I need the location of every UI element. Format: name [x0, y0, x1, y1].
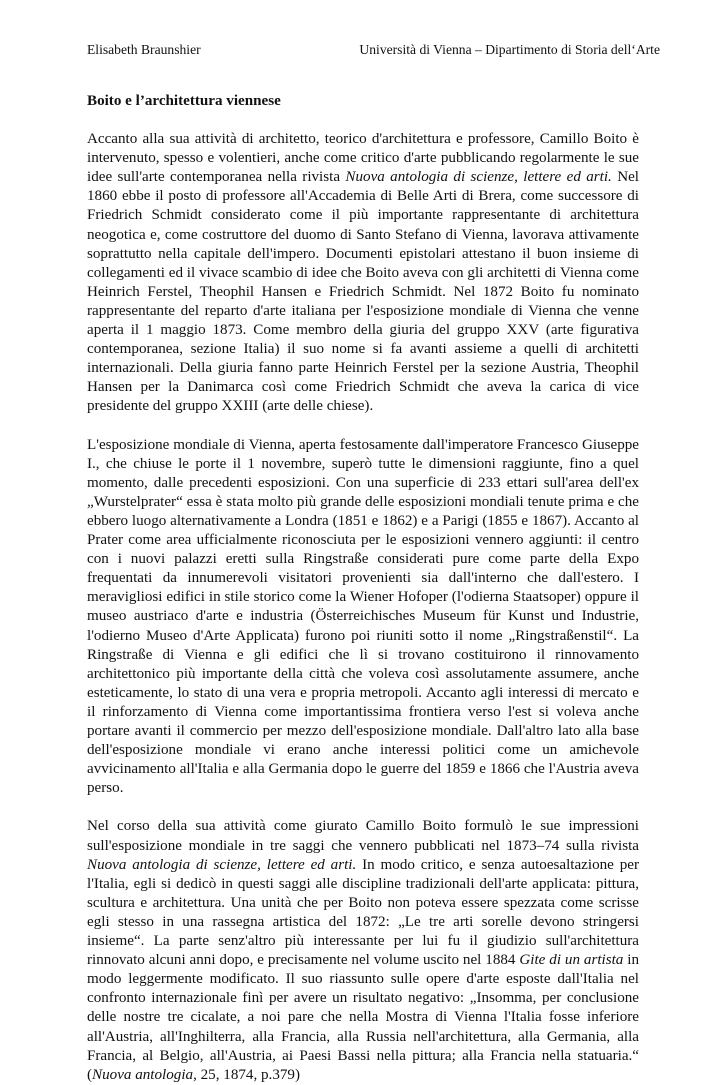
paragraph-1 [87, 130, 639, 416]
text-run: L'esposizione mondiale di Vienna, aperta festosamente dall'imperatore Francesco Giuseppe I., che chiuse le porte il 1 novembre, superò tutte le dimensioni raggiunte, fino a quel momento, dalle precedenti esposizioni. Con una superficie di 233 ettari sull'area dell'ex „Wurstelprater“ essa è stata molto più grande delle esposizioni mondiali tenute prima e che ebbero luogo alternativamente a Londra (1851 e 1862) e a Parigi (1855 e 1867). Accanto al Prater come area ufficialmente riconosciuta per le esposizioni vennero aggiunti: il centro con i nuovi palazzi eretti sulla Ringstraße considerati pure come parte della Expo frequentati da innumerevoli visitatori provenienti sia dall'interno che dall'estero. I meravigliosi edifici in stile storico come la Wiener Hofoper (l'odierna Staatsoper) oppure il museo austriaco d'arte e industria (Österreichisches Museum für Kunst und Industrie, l'odierno Museo d'Arte Applicata) furono poi riuniti sotto il nome „Ringstraßenstil“. La Ringstraße di Vienna e gli edifici che lì si trovano costituirono il rinnovamento architettonico più importante della città che voleva così assolutamente assumere, anche esteticamente, lo stato di una vera e propria metropoli. Accanto agli interessi di mercato e il rinforzamento di Vienna come importantissima frontiera verso l'est si voleva anche portare avanti il commercio per mezzo dell'esposizione mondiale. Dall'altro lato alla base dell'esposizione mondiale vi erano anche interessi politici come un amichevole avvicinamento all'Italia e alla Germania dopo le guerre del 1859 e 1866 che l'Austria aveva perso. [87, 436, 639, 797]
journal-title: Nuova antologia di scienze, lettere ed arti. [87, 856, 357, 873]
text-run: Accanto alla sua attività di architetto, teorico d'architettura e professore, Camillo Boito è intervenuto, spesso e volentieri, anche come critico d'arte pubblicando regolarmente le sue idee sull'arte contemporanea nella rivista [87, 131, 639, 186]
text-run: in modo leggermente modificato. Il suo riassunto sulle opere d'arte esposte dall'Italia nel confronto internazionale finì per avere un risultato negativo: „Insomma, per conclusione delle nostre tre cicalate, a noi pare che nella Mostra di Vienna l'Italia fosse inferiore all'Austria, all'Inghilterra, alla Francia, alla Russia nell'architettura, alla Germania, alla Francia, al Belgio, all'Austria, ai Paesi Bassi nella pittura; alla Francia nella statuaria.“ ( [87, 952, 639, 1083]
text-run: , 25, 1874, p.379) [193, 1066, 300, 1083]
paragraph-3 [87, 817, 639, 1084]
text-run: In modo critico, e senza autoesaltazione per l'Italia, egli si dedicò in questi saggi alle discipline tradizionali dell'arte applicata: pittura, scultura e architettura. Una unità che per Boito non poteva essere spezzata come scrisse egli stesso in una rassegna artistica del 1872: „Le tre arti sorelle devono stringersi insieme“. La parte senz'altro più interessante per lui fu il giudizio sull'architettura rinnovato alcuni anni dopo, e precisamente nel volume uscito nel 1884 [87, 856, 639, 969]
document-title: Boito e l’architettura viennese [87, 93, 281, 109]
journal-title: Nuova antologia [92, 1066, 194, 1083]
paragraph-2 [87, 436, 639, 799]
journal-title: Nuova antologia di scienze, lettere ed arti. [345, 169, 612, 186]
header-institution: Università di Vienna – Dipartimento di Storia dell‘Arte [359, 42, 660, 57]
book-title: Gite di un artista [519, 952, 624, 969]
text-run: Nel 1860 ebbe il posto di professore all'Accademia di Belle Arti di Brera, come successore di Friedrich Schmidt considerato come il più importante rappresentante di architettura neogotica e, come costruttore del duomo di Santo Stefano di Vienna, lavorava attivamente soprattutto nella capitale dell'impero. Documenti epistolari attestano il buon insieme di collegamenti ed il vivace scambio di idee che Boito aveva con gli architetti di Vienna come Heinrich Ferstel, Theophil Hansen e Friedrich Schmidt. Nel 1872 Boito fu nominato rappresentante del reparto d'arte italiana per l'esposizione mondiale di Vienna che venne aperta il 1 maggio 1873. Come membro della giuria del gruppo XXV (arte figurativa contemporanea, sezione Italia) il suo nome si fa avanti assieme a quelli di architetti internazionali. Della giuria fanno parte Heinrich Ferstel per la sezione Austria, Theophil Hansen per la Danimarca così come Friedrich Schmidt che aveva la carica di vice presidente del gruppo XXIII (arte delle chiese). [87, 169, 639, 415]
text-run: Nel corso della sua attività come giurato Camillo Boito formulò le sue impressioni sull'esposizione mondiale in tre saggi che vennero pubblicati nel 1873–74 sulla rivista [87, 818, 639, 854]
page-header [87, 40, 660, 60]
document-body [87, 92, 639, 1085]
header-author: Elisabeth Braunshier [87, 42, 201, 57]
